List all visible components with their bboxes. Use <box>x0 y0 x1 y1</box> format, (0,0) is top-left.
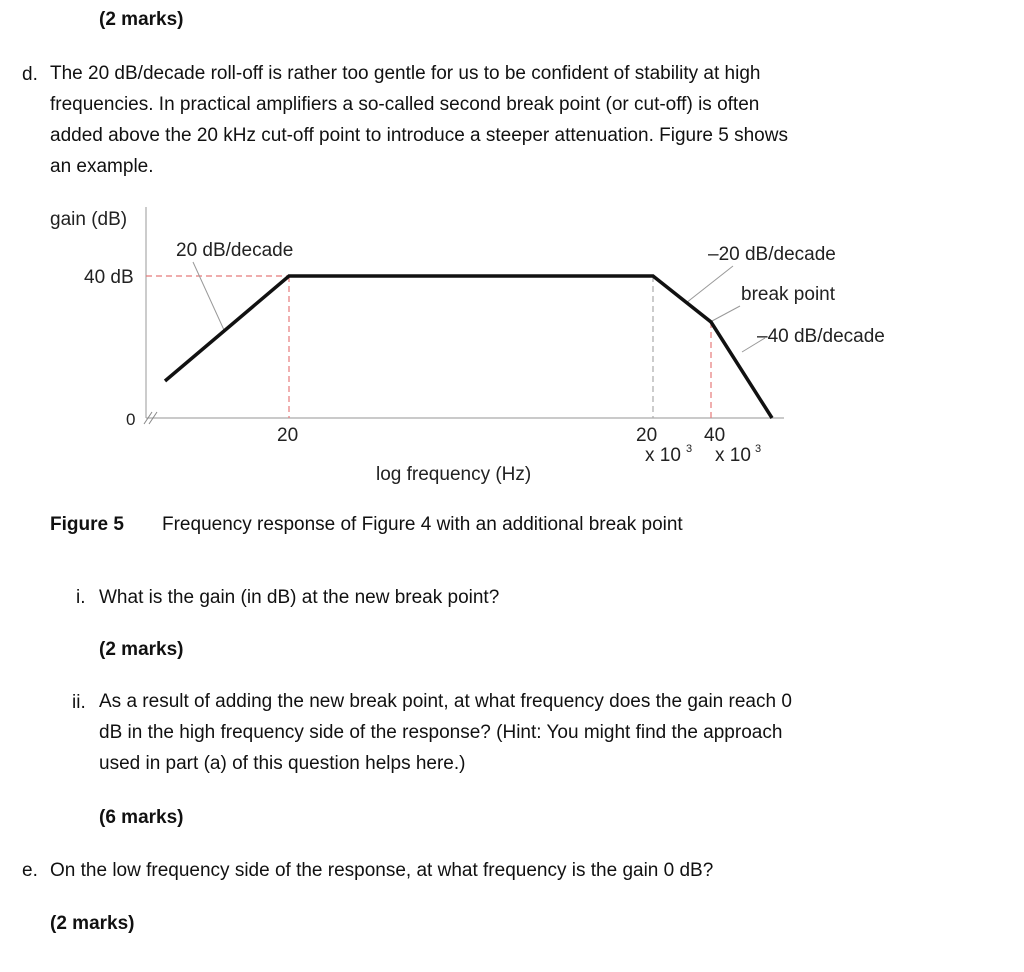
part-ii-label: ii. <box>72 692 86 713</box>
part-d-line: added above the 20 kHz cut-off point to introduce a steeper attenuation. Figure 5 shows <box>50 125 788 146</box>
part-d-line: frequencies. In practical amplifiers a so-called second break point (or cut-off) is often <box>50 94 760 115</box>
part-e-marks: (2 marks) <box>50 913 135 934</box>
x-tick-40k-mult: x 10 <box>715 445 751 466</box>
x-tick-20k-exponent: 3 <box>686 443 693 455</box>
x-tick-20k-mult: x 10 <box>645 445 681 466</box>
y-tick-0: 0 <box>126 410 136 429</box>
response-curve <box>165 276 772 418</box>
x-tick-40k-exponent: 3 <box>755 443 762 455</box>
part-i-marks: (2 marks) <box>99 639 184 660</box>
part-d-line: The 20 dB/decade roll-off is rather too gentle for us to be confident of stability at high <box>50 63 761 84</box>
label-break-point: break point <box>741 284 836 305</box>
part-ii-line: dB in the high frequency side of the response? (Hint: You might find the approach <box>99 722 783 743</box>
label-fall-slope-1: –20 dB/decade <box>708 244 836 265</box>
figure-caption: Frequency response of Figure 4 with an additional break point <box>162 514 683 535</box>
part-ii-line: used in part (a) of this question helps here.) <box>99 753 466 774</box>
frequency-response-chart <box>0 195 1024 495</box>
figure-number: Figure 5 <box>50 514 124 535</box>
part-ii-line: As a result of adding the new break point, at what frequency does the gain reach 0 <box>99 691 792 712</box>
label-rise-slope: 20 dB/decade <box>176 240 294 261</box>
y-tick-40db: 40 dB <box>84 267 134 288</box>
part-d-label: d. <box>22 64 38 85</box>
x-axis-label: log frequency (Hz) <box>376 464 532 485</box>
part-e-question: On the low frequency side of the response, at what frequency is the gain 0 dB? <box>50 860 714 881</box>
label-fall-slope-2: –40 dB/decade <box>757 326 885 347</box>
leader-break <box>712 306 740 321</box>
part-i-label: i. <box>76 587 86 608</box>
x-tick-20k-value: 20 <box>636 425 658 446</box>
y-axis-label: gain (dB) <box>50 209 128 230</box>
part-ii-text <box>99 686 792 779</box>
part-i-question: What is the gain (in dB) at the new break point? <box>99 587 500 608</box>
part-ii-marks: (6 marks) <box>99 807 184 828</box>
part-d-line: an example. <box>50 156 154 177</box>
part-e-label: e. <box>22 860 38 881</box>
top-marks: (2 marks) <box>99 9 184 30</box>
x-tick-20: 20 <box>277 425 299 446</box>
part-d-text <box>50 58 788 182</box>
leader-rise <box>193 262 224 330</box>
x-tick-40k-value: 40 <box>704 425 726 446</box>
leader-fall1 <box>686 266 733 303</box>
